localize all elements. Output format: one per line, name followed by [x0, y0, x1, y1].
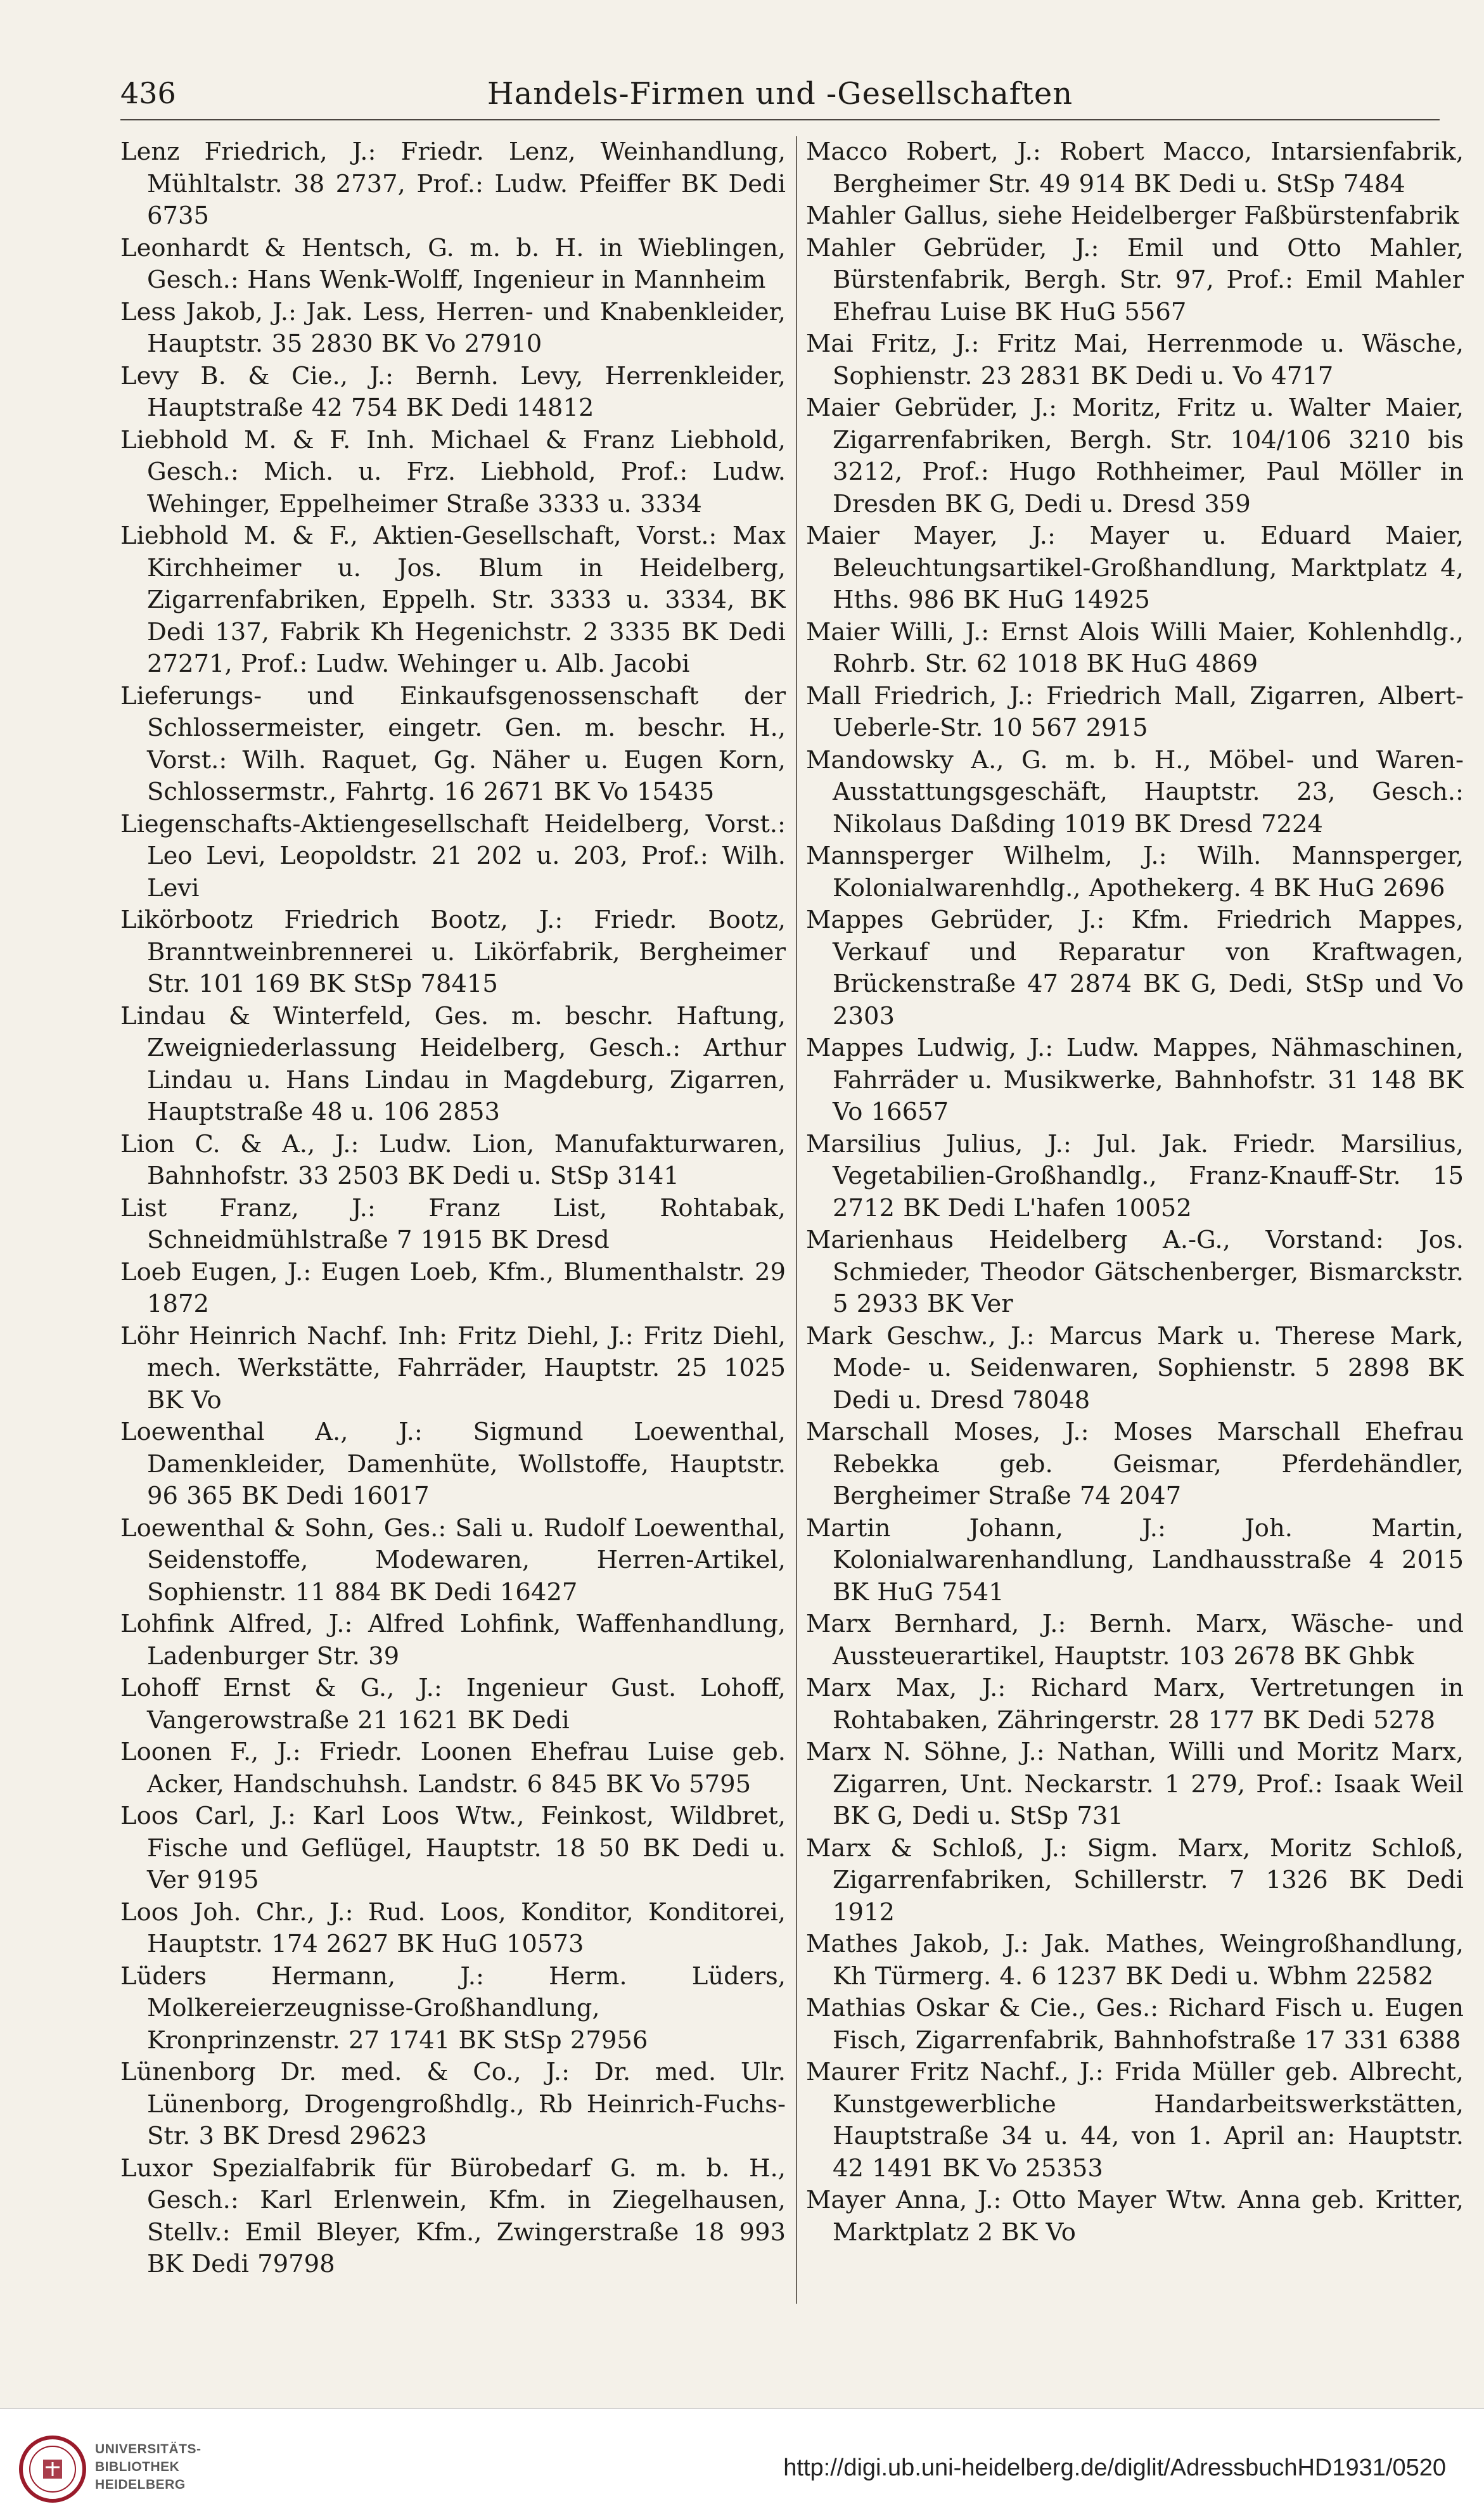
- directory-entry: Maier Willi, J.: Ernst Alois Willi Maier, Kohlenhdlg., Rohrb. Str. 62 1018 BK HuG 4869: [806, 617, 1464, 678]
- viewer-footer: [0, 2408, 1484, 2516]
- directory-entry: Lünenborg Dr. med. & Co., J.: Dr. med. Ulr. Lünenborg, Drogengroßhdlg., Rb Heinrich-Fuchs-Str. 3 BK Dresd 29623: [120, 2058, 786, 2150]
- left-column: [120, 136, 786, 2310]
- directory-entry: Macco Robert, J.: Robert Macco, Intarsienfabrik, Bergheimer Str. 49 914 BK Dedi u. StSp 7484: [806, 138, 1464, 198]
- directory-entry: Mahler Gallus, siehe Heidelberger Faßbürstenfabrik: [806, 202, 1459, 230]
- directory-entry: Mandowsky A., G. m. b. H., Möbel- und Waren-Ausstattungsgeschäft, Hauptstr. 23, Gesch.: Nikolaus Daßding 1019 BK Dresd 7224: [806, 745, 1464, 838]
- page-header: [120, 76, 1440, 120]
- directory-entry: Levy B. & Cie., J.: Bernh. Levy, Herrenkleider, Hauptstraße 42 754 BK Dedi 14812: [120, 361, 786, 422]
- directory-entry: Marx Bernhard, J.: Bernh. Marx, Wäsche- und Aussteuerartikel, Hauptstr. 103 2678 BK Ghbk: [806, 1610, 1464, 1671]
- directory-entry: Leonhardt & Hentsch, G. m. b. H. in Wieblingen, Gesch.: Hans Wenk-Wolff, Ingenieur in Mannheim: [120, 233, 786, 294]
- directory-entry: Loos Joh. Chr., J.: Rud. Loos, Konditor, Konditorei, Hauptstr. 174 2627 BK HuG 10573: [120, 1897, 786, 1958]
- directory-entry: Mappes Gebrüder, J.: Kfm. Friedrich Mappes, Verkauf und Reparatur von Kraftwagen, Brückenstraße 47 2874 BK G, Dedi, StSp und Vo 2303: [806, 906, 1464, 1030]
- source-url-link[interactable]: http://digi.ub.uni-heidelberg.de/diglit/AdressbuchHD1931/0520: [783, 2455, 1446, 2481]
- directory-entry: Maier Mayer, J.: Mayer u. Eduard Maier, Beleuchtungsartikel-Großhandlung, Marktplatz 4, Hths. 986 BK HuG 14925: [806, 522, 1464, 614]
- directory-entry: Mall Friedrich, J.: Friedrich Mall, Zigarren, Albert-Ueberle-Str. 10 567 2915: [806, 681, 1464, 742]
- university-seal-icon: [18, 2434, 87, 2504]
- running-title: Handels-Firmen und -Gesellschaften: [487, 76, 1073, 112]
- directory-entry: Mannsperger Wilhelm, J.: Wilh. Mannsperger, Kolonialwarenhdlg., Apothekerg. 4 BK HuG 2696: [806, 842, 1464, 902]
- directory-entry: Martin Johann, J.: Joh. Martin, Kolonialwarenhandlung, Landhausstraße 4 2015 BK HuG 7541: [806, 1513, 1464, 1607]
- directory-entry: Lindau & Winterfeld, Ges. m. beschr. Haftung, Zweigniederlassung Heidelberg, Gesch.: Arthur Lindau u. Hans Lindau in Magdeburg, Zigarren, Hauptstraße 48 u. 106 2853: [120, 1001, 786, 1126]
- directory-entry: Likörbootz Friedrich Bootz, J.: Friedr. Bootz, Branntweinbrennerei u. Likörfabrik, Bergheimer Str. 101 169 BK StSp 78415: [120, 906, 786, 998]
- directory-entry: Lieferungs- und Einkaufsgenossenschaft der Schlossermeister, eingetr. Gen. m. beschr. H., Vorst.: Wilh. Raquet, Gg. Näher u. Eugen Korn, Schlossermstr., Fahrtg. 16 2671 BK Vo 15435: [120, 681, 786, 806]
- directory-entry: Marx & Schloß, J.: Sigm. Marx, Moritz Schloß, Zigarrenfabriken, Schillerstr. 7 1326 BK Dedi 1912: [806, 1833, 1464, 1927]
- directory-entry: Marx N. Söhne, J.: Nathan, Willi und Moritz Marx, Zigarren, Unt. Neckarstr. 1 279, Prof.: Isaak Weil BK G, Dedi u. StSp 731: [806, 1738, 1464, 1830]
- directory-entry: Mathes Jakob, J.: Jak. Mathes, Weingroßhandlung, Kh Türmerg. 4. 6 1237 BK Dedi u. Wbhm 22582: [806, 1930, 1464, 1991]
- directory-entry: Mappes Ludwig, J.: Ludw. Mappes, Nähmaschinen, Fahrräder u. Musikwerke, Bahnhofstr. 31 148 BK Vo 16657: [806, 1034, 1464, 1126]
- library-name: [95, 2441, 201, 2494]
- directory-entry: Mathias Oskar & Cie., Ges.: Richard Fisch u. Eugen Fisch, Zigarrenfabrik, Bahnhofstraße 17 331 6388: [806, 1994, 1464, 2055]
- directory-entry: Lohoff Ernst & G., J.: Ingenieur Gust. Lohoff, Vangerowstraße 21 1621 BK Dedi: [120, 1674, 786, 1735]
- directory-entry: Mai Fritz, J.: Fritz Mai, Herrenmode u. Wäsche, Sophienstr. 23 2831 BK Dedi u. Vo 4717: [806, 330, 1464, 390]
- header-rule: [120, 119, 1440, 120]
- directory-entry: Lüders Hermann, J.: Herm. Lüders, Molkereierzeugnisse-Großhandlung, Kronprinzenstr. 27 1741 BK StSp 27956: [120, 1961, 786, 2055]
- directory-entry: Liegenschafts-Aktiengesellschaft Heidelberg, Vorst.: Leo Levi, Leopoldstr. 21 202 u. 203, Prof.: Wilh. Levi: [120, 809, 786, 902]
- directory-entry: Lohfink Alfred, J.: Alfred Lohfink, Waffenhandlung, Ladenburger Str. 39: [120, 1610, 786, 1671]
- directory-entry: Mahler Gebrüder, J.: Emil und Otto Mahler, Bürstenfabrik, Bergh. Str. 97, Prof.: Emil Mahler Ehefrau Luise BK HuG 5567: [806, 233, 1464, 326]
- library-name-line-2: BIBLIOTHEK: [95, 2460, 180, 2474]
- page-number: 436: [120, 76, 176, 110]
- directory-entry: Marienhaus Heidelberg A.-G., Vorstand: Jos. Schmieder, Theodor Gätschenberger, Bismarckstr. 5 2933 BK Ver: [806, 1226, 1464, 1318]
- directory-entry: List Franz, J.: Franz List, Rohtabak, Schneidmühlstraße 7 1915 BK Dresd: [120, 1193, 786, 1254]
- directory-entry: Loonen F., J.: Friedr. Loonen Ehefrau Luise geb. Acker, Handschuhsh. Landstr. 6 845 BK Vo 5795: [120, 1738, 786, 1799]
- directory-entry: Maier Gebrüder, J.: Moritz, Fritz u. Walter Maier, Zigarrenfabriken, Bergh. Str. 104/106 3210 bis 3212, Prof.: Hugo Rothheimer, Paul Möller in Dresden BK G, Dedi u. Dresd 359: [806, 394, 1464, 518]
- directory-entry: Mark Geschw., J.: Marcus Mark u. Therese Mark, Mode- u. Seidenwaren, Sophienstr. 5 2898 BK Dedi u. Dresd 78048: [806, 1321, 1464, 1415]
- directory-entry: Marsilius Julius, J.: Jul. Jak. Friedr. Marsilius, Vegetabilien-Großhandlg., Franz-Knauff-Str. 15 2712 BK Dedi L'hafen 10052: [806, 1129, 1464, 1223]
- directory-entry: Löhr Heinrich Nachf. Inh: Fritz Diehl, J.: Fritz Diehl, mech. Werkstätte, Fahrräder, Hauptstr. 25 1025 BK Vo: [120, 1321, 786, 1415]
- directory-entry: Marx Max, J.: Richard Marx, Vertretungen in Rohtabaken, Zähringerstr. 28 177 BK Dedi 5278: [806, 1674, 1464, 1735]
- directory-entry: Lenz Friedrich, J.: Friedr. Lenz, Weinhandlung, Mühltalstr. 38 2737, Prof.: Ludw. Pfeiffer BK Dedi 6735: [120, 138, 786, 230]
- column-divider: [796, 136, 797, 2304]
- directory-entry: Less Jakob, J.: Jak. Less, Herren- und Knabenkleider, Hauptstr. 35 2830 BK Vo 27910: [120, 297, 786, 358]
- library-name-line-1: UNIVERSITÄTS-: [95, 2442, 201, 2456]
- directory-entry: Luxor Spezialfabrik für Bürobedarf G. m. b. H., Gesch.: Karl Erlenwein, Kfm. in Ziegelhausen, Stellv.: Emil Bleyer, Kfm., Zwingerstraße 18 993 BK Dedi 79798: [120, 2153, 786, 2278]
- directory-entry: Lion C. & A., J.: Ludw. Lion, Manufakturwaren, Bahnhofstr. 33 2503 BK Dedi u. StSp 3141: [120, 1129, 786, 1190]
- library-name-line-3: HEIDELBERG: [95, 2477, 186, 2492]
- directory-entry: Mayer Anna, J.: Otto Mayer Wtw. Anna geb. Kritter, Marktplatz 2 BK Vo: [806, 2186, 1464, 2247]
- directory-entry: Loeb Eugen, J.: Eugen Loeb, Kfm., Blumenthalstr. 29 1872: [120, 1257, 786, 1318]
- right-column: [806, 136, 1464, 2310]
- directory-entry: Loos Carl, J.: Karl Loos Wtw., Feinkost, Wildbret, Fische und Geflügel, Hauptstr. 18 50 BK Dedi u. Ver 9195: [120, 1802, 786, 1894]
- directory-entry: Loewenthal A., J.: Sigmund Loewenthal, Damenkleider, Damenhüte, Wollstoffe, Hauptstr. 96 365 BK Dedi 16017: [120, 1418, 786, 1510]
- directory-entry: Marschall Moses, J.: Moses Marschall Ehefrau Rebekka geb. Geismar, Pferdehändler, Bergheimer Straße 74 2047: [806, 1418, 1464, 1510]
- directory-entry: Liebhold M. & F., Aktien-Gesellschaft, Vorst.: Max Kirchheimer u. Jos. Blum in Heidelberg, Zigarrenfabriken, Eppelh. Str. 3333 u. 3334, BK Dedi 137, Fabrik Kh Hegenichstr. 2 3335 BK Dedi 27271, Prof.: Ludw. Wehinger u. Alb. Jacobi: [120, 522, 786, 678]
- directory-entry: Maurer Fritz Nachf., J.: Frida Müller geb. Albrecht, Kunstgewerbliche Handarbeitswerkstätten, Hauptstraße 34 u. 44, von 1. April an: Hauptstr. 42 1491 BK Vo 25353: [806, 2058, 1464, 2183]
- directory-entry: Loewenthal & Sohn, Ges.: Sali u. Rudolf Loewenthal, Seidenstoffe, Modewaren, Herren-Artikel, Sophienstr. 11 884 BK Dedi 16427: [120, 1513, 786, 1607]
- directory-entry: Liebhold M. & F. Inh. Michael & Franz Liebhold, Gesch.: Mich. u. Frz. Liebhold, Prof.: Ludw. Wehinger, Eppelheimer Straße 3333 u. 3334: [120, 425, 786, 518]
